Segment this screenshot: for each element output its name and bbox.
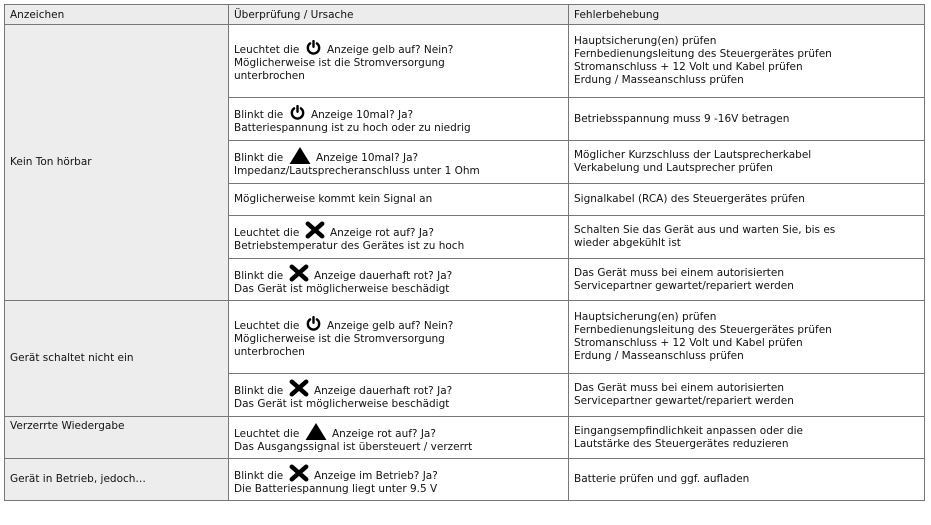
check-line: Möglicherweise ist die Stromversorgung [234,333,445,345]
table-row [5,25,925,98]
check-suffix: Anzeige rot auf? Ja? [331,427,436,440]
fix-line: Das Gerät muss bei einem autorisierten [574,266,784,279]
fix-line: Fernbedienungsleitung des Steuergerätes prüfen [574,324,832,336]
check-suffix: Anzeige im Betrieb? Ja? [313,469,438,482]
check-cell [229,301,569,374]
header-fix: Fehlerbehebung [569,5,925,25]
check-prefix: Blinkt die [234,152,284,164]
troubleshooting-table [4,4,925,501]
fix-line: Fernbedienungsleitung des Steuergerätes prüfen [574,48,832,60]
cross-icon [304,221,326,239]
fix-line: Schalten Sie das Gerät aus und warten Sie, bis es [574,224,836,236]
check-line: Batteriespannung ist zu hoch oder zu niedrig [234,121,471,134]
fix-line: Möglicher Kurzschluss der Lautsprecherkabel [574,149,812,161]
fix-line: Erdung / Masseanschluss prüfen [574,350,744,362]
check-line: Impedanz/Lautsprecheranschluss unter 1 Ohm [234,165,480,177]
check-cell [229,184,569,216]
fix-line: Lautstärke des Steuergerätes reduzieren [574,437,789,450]
check-cell [229,216,569,259]
check-suffix: Anzeige dauerhaft rot? Ja? [313,269,453,282]
check-prefix: Blinkt die [234,385,284,397]
check-line: Das Gerät ist möglicherweise beschädigt [234,282,450,295]
warning-triangle-icon [304,422,328,441]
fix-line: Servicepartner gewartet/repariert werden [574,395,794,407]
check-line: Möglicherweise kommt kein Signal an [234,193,433,205]
fix-line: Betriebsspannung muss 9 -16V betragen [574,112,790,125]
power-icon [304,39,323,56]
symptom-no-sound: Kein Ton hörbar [5,25,229,301]
header-check: Überprüfung / Ursache [229,5,569,25]
check-suffix: Anzeige gelb auf? Nein? [326,320,454,332]
cross-icon [288,464,310,482]
check-cell [229,374,569,417]
check-line: unterbrochen [234,346,305,358]
check-line: Die Batteriespannung liegt unter 9.5 V [234,482,438,495]
table-row [5,301,925,374]
fix-cell [569,374,925,417]
check-suffix: Anzeige dauerhaft rot? Ja? [313,385,453,397]
fix-line: Das Gerät muss bei einem autorisierten [574,382,784,394]
check-line: Möglicherweise ist die Stromversorgung [234,57,445,69]
check-prefix: Leuchtet die [234,227,300,239]
power-icon [304,315,323,332]
fix-cell [569,459,925,501]
check-cell [229,459,569,501]
fix-cell [569,25,925,98]
fix-line: Verkabelung und Lautsprecher prüfen [574,162,773,174]
fix-line: Stromanschluss + 12 Volt und Kabel prüfen [574,61,803,73]
check-cell [229,141,569,184]
check-cell [229,259,569,301]
fix-cell [569,417,925,459]
symptom-distorted: Verzerrte Wiedergabe [5,417,229,459]
fix-line: wieder abgekühlt ist [574,237,681,249]
fix-line: Hauptsicherung(en) prüfen [574,35,717,47]
check-prefix: Blinkt die [234,108,284,121]
header-symptom: Anzeichen [5,5,229,25]
check-prefix: Leuchtet die [234,427,300,440]
check-cell [229,417,569,459]
fix-cell [569,98,925,141]
check-prefix: Blinkt die [234,469,284,482]
check-prefix: Blinkt die [234,269,284,282]
check-line: Das Ausgangssignal ist übersteuert / verzerrt [234,440,473,453]
fix-cell [569,216,925,259]
fix-line: Signalkabel (RCA) des Steuergerätes prüfen [574,193,805,205]
symptom-running: Gerät in Betrieb, jedoch… [5,459,229,501]
fix-line: Servicepartner gewartet/repariert werden [574,279,794,292]
fix-line: Eingangsempfindlichkeit anpassen oder die [574,424,804,437]
check-cell [229,25,569,98]
fix-cell [569,184,925,216]
fix-cell [569,259,925,301]
check-prefix: Leuchtet die [234,320,300,332]
symptom-no-power-on: Gerät schaltet nicht ein [5,301,229,417]
fix-cell [569,301,925,374]
fix-line: Erdung / Masseanschluss prüfen [574,74,744,86]
check-line: unterbrochen [234,70,305,82]
check-cell [229,98,569,141]
cross-icon [288,264,310,282]
check-suffix: Anzeige rot auf? Ja? [329,227,434,239]
fix-line: Hauptsicherung(en) prüfen [574,311,717,323]
header-row [5,5,925,25]
warning-triangle-icon [288,146,312,165]
check-line: Das Gerät ist möglicherweise beschädigt [234,398,450,410]
fix-line: Batterie prüfen und ggf. aufladen [574,473,750,485]
check-suffix: Anzeige gelb auf? Nein? [326,44,454,56]
table-row [5,459,925,501]
check-suffix: Anzeige 10mal? Ja? [315,152,419,164]
check-suffix: Anzeige 10mal? Ja? [310,108,414,121]
power-icon [288,104,307,121]
fix-cell [569,141,925,184]
check-line: Betriebstemperatur des Gerätes ist zu hoch [234,240,465,252]
check-prefix: Leuchtet die [234,44,300,56]
table-row [5,417,925,459]
fix-line: Stromanschluss + 12 Volt und Kabel prüfen [574,337,803,349]
cross-icon [288,379,310,397]
